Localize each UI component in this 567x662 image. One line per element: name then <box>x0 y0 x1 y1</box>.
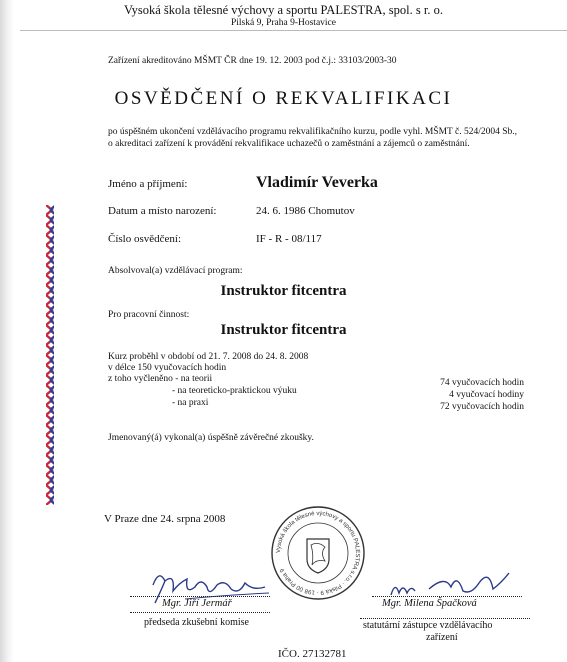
right-signature-line <box>372 596 522 597</box>
certificate-cord <box>42 205 58 505</box>
official-stamp <box>270 505 366 601</box>
left-role-line <box>130 612 270 613</box>
hours-practice: 72 vyučovacích hodin <box>440 402 524 412</box>
course-practice-label: - na praxi <box>172 398 209 408</box>
school-address: Pilská 9, Praha 9-Hostavice <box>230 18 336 28</box>
header-divider <box>20 30 567 31</box>
course-period: Kurz proběhl v období od 21. 7. 2008 do 24. 8. 2008 <box>108 352 309 362</box>
intro-line-1: po úspěšném ukončení vzdělávacího programu rekvalifikačního kurzu, podle vyhl. MŠMT č. 524/2004 Sb., <box>108 127 518 137</box>
birth-label: Datum a místo narození: <box>108 205 217 217</box>
certificate-number-label: Číslo osvědčení: <box>108 233 182 245</box>
program-label: Absolvoval(a) vzdělávací program: <box>108 266 243 276</box>
certificate-number-value: IF - R - 08/117 <box>256 233 322 245</box>
accreditation-text: Zařízení akreditováno MŠMT ČR dne 19. 12. 2003 pod č.j.: 33103/2003-30 <box>108 56 397 66</box>
stamp-text: Vysoká škola tělesné výchovy a sportu PALESTRA s.r.o. · Pilská 9 · 198 00 Praha 9 <box>275 510 361 596</box>
hours-theory: 74 vyučovacích hodin <box>440 378 524 388</box>
right-signer-role-2: zařízení <box>426 632 458 643</box>
company-id: IČO. 27132781 <box>278 648 347 660</box>
left-signer-name: Mgr. Jiří Jermář <box>162 598 232 609</box>
school-name: Vysoká škola tělesné výchovy a sportu PALESTRA, spol. s r. o. <box>124 3 443 17</box>
exam-statement: Jmenovaný(á) vykonal(a) úspěšně závěrečné zkoušky. <box>108 433 314 443</box>
right-signer-role-1: statutární zástupce vzdělávacího <box>363 620 493 631</box>
activity-label: Pro pracovní činnost: <box>108 310 190 320</box>
name-value: Vladimír Veverka <box>256 174 378 191</box>
hours-mixed: 4 vyučovací hodiny <box>449 390 524 400</box>
left-signature-line <box>130 596 270 597</box>
course-mixed-label: - na teoreticko-praktickou výuku <box>172 386 297 396</box>
name-label: Jméno a příjmení: <box>108 178 188 190</box>
svg-text:Vysoká škola tělesné výchovy a <box>276 511 360 595</box>
activity-value: Instruktor fitcentra <box>220 322 347 338</box>
intro-line-2: o akreditaci zařízení k provádění rekvalifikace uchazečů o zaměstnání a zájemců o zaměstnání. <box>108 139 470 149</box>
left-signer-role: předseda zkušební komise <box>144 617 249 628</box>
right-role-line <box>360 618 530 619</box>
birth-value: 24. 6. 1986 Chomutov <box>256 205 355 217</box>
program-value: Instruktor fitcentra <box>220 283 347 299</box>
course-theory-label: z toho vyčleněno - na teorii <box>108 374 213 384</box>
place-and-date: V Praze dne 24. srpna 2008 <box>104 513 226 525</box>
right-signer-name: Mgr. Milena Špačková <box>382 598 477 609</box>
course-length: v délce 150 vyučovacích hodin <box>108 363 227 373</box>
document-title: OSVĚDČENÍ O REKVALIFIKACI <box>114 88 453 109</box>
